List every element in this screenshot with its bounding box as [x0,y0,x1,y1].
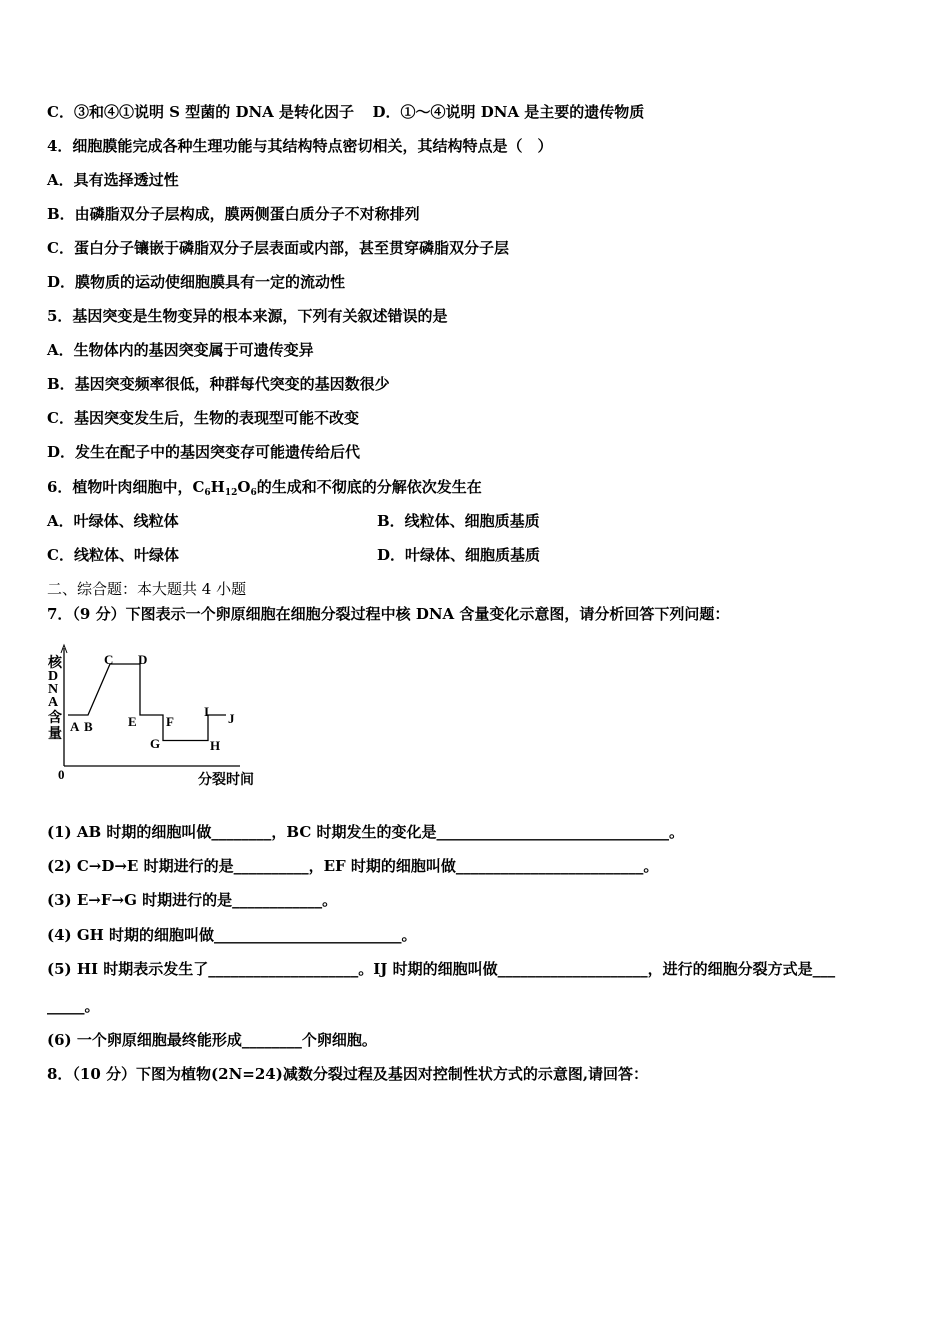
origin-label: 0 [58,767,65,782]
point-label-g: G [150,736,161,751]
point-label-f: F [166,714,174,729]
q4-stem: 4．细胞膜能完成各种生理功能与其结构特点密切相关，其结构特点是（ ） [47,137,553,155]
q3-option-c: C．③和④①说明 S 型菌的 DNA 是转化因子 [47,103,355,121]
q7-sub6: (6) 一个卵原细胞最终能形成________个卵细胞。 [47,1031,377,1049]
q6-option-c: C．线粒体、叶绿体 [47,546,179,564]
point-label-h: H [210,738,221,753]
q6-stem: 6．植物叶肉细胞中，$C_6H_{12}O_6$的生成和不彻底的分解依次发生在 [47,478,482,498]
glucose-formula: $C_6H_{12}O_6$ [192,478,257,498]
q4-option-a: A．具有选择透过性 [47,171,179,189]
q4-option-d: D．膜物质的运动使细胞膜具有一定的流动性 [47,273,346,291]
x-axis-label: 分裂时间 [198,773,254,788]
y-axis-label: 核 D N A 含量 [48,656,62,742]
q5-option-d: D．发生在配子中的基因突变存可能遗传给后代 [47,443,361,461]
point-label-i: I [204,704,210,719]
point-label-b: B [84,719,93,734]
q3-options-row [47,102,644,122]
q8-stem: 8．（10 分）下图为植物(2N=24)减数分裂过程及基因对控制性状方式的示意图,请回答： [47,1065,649,1083]
q5-stem: 5．基因突变是生物变异的根本来源，下列有关叙述错误的是 [47,307,448,325]
q7-sub2: (2) C→D→E 时期进行的是__________，EF 时期的细胞叫做_________________________。 [47,857,659,875]
q7-sub1: (1) AB 时期的细胞叫做________，BC 时期发生的变化是_______________________________。 [47,823,685,841]
point-label-e: E [128,714,137,729]
point-label-j: J [228,711,235,726]
q6-option-d: D．叶绿体、细胞质基质 [377,546,541,564]
q7-stem: 7．（9 分）下图表示一个卵原细胞在细胞分裂过程中核 DNA 含量变化示意图，请分析回答下列问题： [47,605,730,623]
point-label-a: A [70,719,80,734]
q7-sub4: (4) GH 时期的细胞叫做_________________________。 [47,926,417,944]
point-label-d: D [138,652,148,667]
q6-option-a: A．叶绿体、线粒体 [47,512,179,530]
q5-option-c: C．基因突变发生后，生物的表现型可能不改变 [47,409,359,427]
q7-sub5-cont: _____。 [47,997,100,1015]
dna-content-chart [40,640,280,795]
q4-option-c: C．蛋白分子镶嵌于磷脂双分子层表面或内部，甚至贯穿磷脂双分子层 [47,239,509,257]
q5-option-b: B．基因突变频率很低，种群每代突变的基因数很少 [47,375,390,393]
q6-option-b: B．线粒体、细胞质基质 [377,512,540,530]
q3-option-d: D．①～④说明 DNA 是主要的遗传物质 [372,103,645,121]
q5-option-a: A．生物体内的基因突变属于可遗传变异 [47,341,314,359]
q7-sub3: (3) E→F→G 时期进行的是____________。 [47,891,338,909]
q7-sub5: (5) HI 时期表示发生了____________________。IJ 时期的细胞叫做____________________，进行的细胞分裂方式是___ [47,960,836,978]
section-heading: 二、综合题：本大题共 4 小题 [47,580,247,598]
point-label-c: C [104,652,114,667]
q4-option-b: B．由磷脂双分子层构成，膜两侧蛋白质分子不对称排列 [47,205,420,223]
